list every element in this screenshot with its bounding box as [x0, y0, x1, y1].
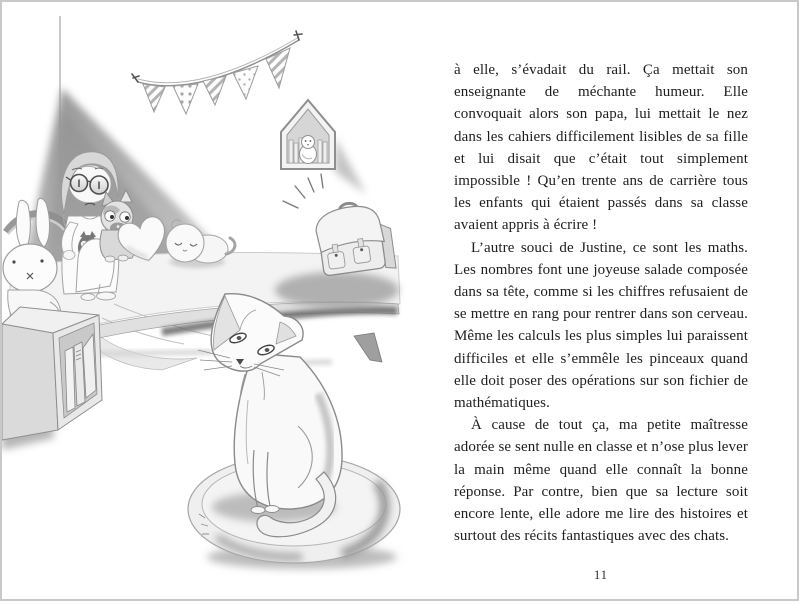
page-number: 11	[593, 568, 609, 582]
house-shelf-with-bird	[281, 100, 366, 194]
illustration-page	[2, 2, 442, 599]
bird	[300, 136, 317, 164]
body-paragraph: À cause de tout ça, ma petite maîtresse adorée se sent nulle en classe et n’ose plus lever la main même quand elle connaît la bonne réponse. Par contre, bien que sa lecture soit encore lente, elle adore me lire des histoires et surtout des récits fantastiques avec des chats.	[454, 417, 748, 545]
cube-shelf-with-books	[2, 307, 102, 450]
bed-leg	[354, 333, 382, 362]
emphasis-lines	[283, 174, 323, 208]
foot	[97, 292, 116, 300]
body-paragraph: à elle, s’évadait du rail. Ça mettait son enseignante de méchante humeur. Elle convoquait alors son papa, lui mettait le nez dans les cahiers difficilement lisibles de sa fille et lui disait que c’était tout simplement impossible ! Qu’en trente ans de carrière tous les enfants qui étaient passés dans sa classe avaient appris à écrire !	[454, 62, 748, 234]
bedroom-illustration	[2, 2, 442, 599]
school-satchel	[275, 174, 399, 308]
foot	[81, 294, 95, 301]
bunting-flags	[132, 31, 302, 114]
body-paragraph: L’autre souci de Justine, ce sont les maths. Les nombres font une joyeuse salade composée dans sa tête, comme si les chiffres refusaient de se mettre en rang pour rentrer dans son cerveau. Même les calculs les plus simples lui paraissent difficiles et elle s’emmêle les pinceaux quand elle doit poser des opérations sur son fichier de mathématiques.	[454, 239, 748, 412]
text-page	[454, 59, 748, 547]
